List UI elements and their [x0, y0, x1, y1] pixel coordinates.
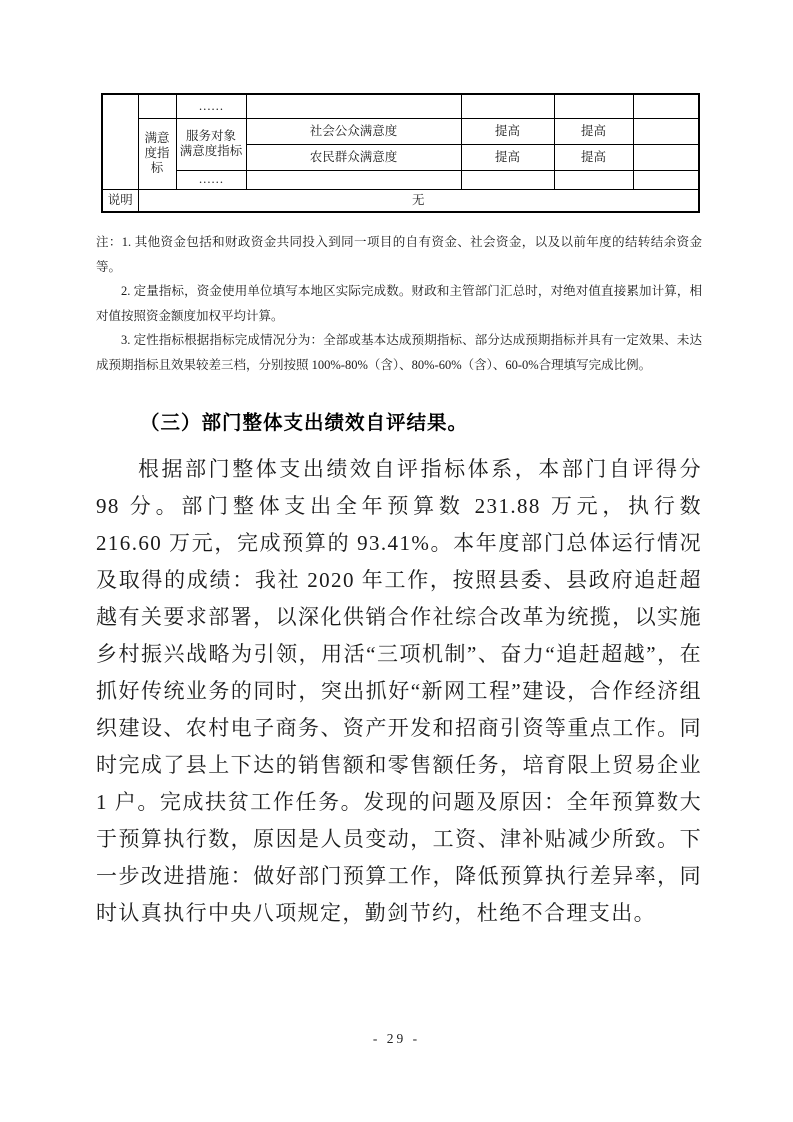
empty-cell: [633, 144, 699, 170]
service-target-line2: 满意度指标: [179, 144, 243, 158]
table-row: [102, 170, 699, 189]
footnote-3: 3. 定性指标根据指标完成情况分为：全部或基本达成预期指标、部分达成预期指标并具有一定效果、未达成预期指标且效果较差三档，分别按照 100%-80%（含）、80%-60%（含）、60-0%合理填写完成比例。: [96, 333, 702, 372]
page-content: [96, 93, 702, 932]
remark-value-cell: 无: [138, 189, 699, 212]
service-target-group-cell: [176, 118, 246, 170]
empty-cell: [246, 94, 461, 118]
empty-cell: [461, 94, 554, 118]
section-heading: （三）部门整体支出绩效自评结果。: [140, 412, 469, 434]
page-number: - 29 -: [372, 1031, 421, 1046]
satisfaction-indicator-table: [101, 93, 700, 213]
empty-cell: [554, 94, 633, 118]
target-value-cell: 提高: [461, 118, 554, 144]
result-value-cell: 提高: [554, 144, 633, 170]
empty-cell: [138, 94, 176, 118]
table-row: [102, 94, 699, 118]
ellipsis-cell: ……: [176, 94, 246, 118]
table-row: [102, 189, 699, 212]
empty-cell: [633, 94, 699, 118]
indicator-name-cell: 社会公众满意度: [246, 118, 461, 144]
section-body-paragraph: 根据部门整体支出绩效自评指标体系，本部门自评得分 98 分。部门整体支出全年预算数 231.88 万元，执行数 216.60 万元，完成预算的 93.41%。本年度部门总体运行情况及取得的成绩：我社 2020 年工作，按照县委、县政府追赶超越有关要求部署，以深化供销合作社综合改革为统揽，以实施乡村振兴战略为引领，用活“三项机制”、奋力“追赶超越”，在抓好传统业务的同时，突出抓好“新网工程”建设，合作经济组织建设、农村电子商务、资产开发和招商引资等重点工作。同时完成了县上下达的销售额和零售额任务，培育限上贸易企业 1 户。完成扶贫工作任务。发现的问题及原因：全年预算数大于预算执行数，原因是人员变动，工资、津补贴减少所致。下一步改进措施：做好部门预算工作，降低预算执行差异率，同时认真执行中央八项规定，勤剑节约，杜绝不合理支出。: [96, 456, 702, 925]
empty-cell: [461, 170, 554, 189]
empty-cell: [246, 170, 461, 189]
footnote-1: 注：1. 其他资金包括和财政资金共同投入到同一项目的自有资金、社会资金，以及以前年度的结转结余资金等。: [96, 235, 702, 274]
indicator-name-cell: 农民群众满意度: [246, 144, 461, 170]
empty-cell: [554, 170, 633, 189]
ellipsis-cell: ……: [176, 170, 246, 189]
satisfaction-group-cell: 满意度指标: [138, 118, 176, 189]
footnote-2: 2. 定量指标，资金使用单位填写本地区实际完成数。财政和主管部门汇总时，对绝对值直接累加计算，相对值按照资金额度加权平均计算。: [96, 284, 702, 323]
target-value-cell: 提高: [461, 144, 554, 170]
remark-label-cell: 说明: [102, 189, 138, 212]
service-target-line1: 服务对象: [185, 129, 236, 143]
category-spacer-cell: [102, 94, 138, 189]
footnotes: [96, 230, 702, 378]
empty-cell: [633, 170, 699, 189]
table-row: [102, 118, 699, 144]
empty-cell: [633, 118, 699, 144]
result-value-cell: 提高: [554, 118, 633, 144]
